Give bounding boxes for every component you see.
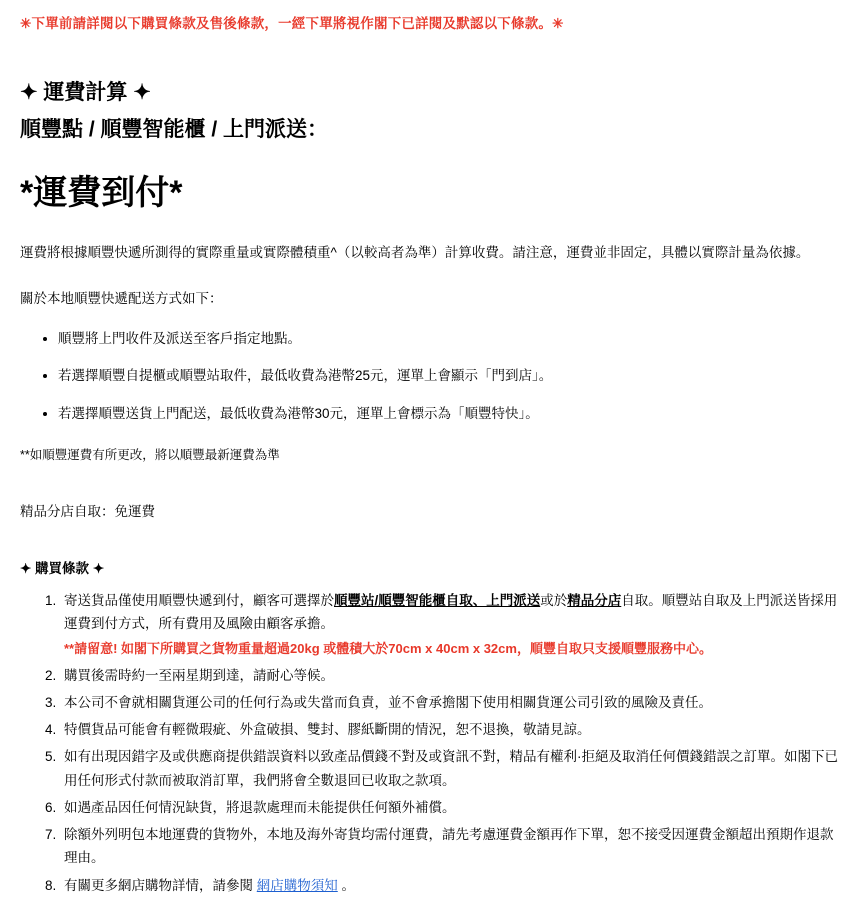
list-item: 3. 本公司不會就相關貨運公司的任何行為或失當而負責，並不會承擔閣下使用相關貨運公司引致的風險及責任。 <box>60 691 841 714</box>
terms-section-title: ✦ 購買條款 ✦ <box>20 560 105 576</box>
term-text-emphasis: 順豐站/順豐智能櫃自取、上門派送 <box>334 593 541 609</box>
term-warning-text: **請留意! 如閣下所購買之貨物重量超過20kg 或體積大於70cm x 40cm x 32cm，順豐自取只支援順豐服務中心。 <box>64 640 712 656</box>
shipping-bullet-list <box>20 327 841 426</box>
local-delivery-intro: 關於本地順豐快遞配送方式如下： <box>20 290 223 306</box>
top-notice: ✳下單前請詳閱以下購買條款及售後條款，一經下單將視作閣下已詳閱及默認以下條款。✳ <box>20 16 564 31</box>
shipping-fee-headline: *運費到付* <box>20 174 183 213</box>
list-item <box>60 589 841 660</box>
branch-pickup-note: 精品分店自取：免運費 <box>20 503 155 519</box>
list-item: 5. 如有出現因錯字及或供應商提供錯誤資料以致產品價錢不對及或資訊不對，精品有權利·拒絕及取消任何價錢錯誤之訂單。如閣下已用任何形式付款而被取消訂單，我們將會全數退回已收取之款項。 <box>60 745 841 791</box>
term-text-part: 或於 <box>540 593 568 609</box>
term-text-part: 寄送貨品僅使用順豐快遞到付，顧客可選擇於 <box>64 593 334 609</box>
list-item: • 若選擇順豐送貨上門配送，最低收費為港幣30元，運單上會標示為「順豐特快」。 <box>58 402 841 426</box>
list-item: • 若選擇順豐自提櫃或順豐站取件，最低收費為港幣25元，運單上會顯示「門到店」。 <box>58 364 841 388</box>
list-item: 7. 除額外列明包本地運費的貨物外，本地及海外寄貨均需付運費，請先考慮運費金額再作下單，恕不接受因運費金額超出預期作退款理由。 <box>60 823 841 869</box>
list-item: 6. 如遇產品因任何情況缺貨，將退款處理而未能提供任何額外補償。 <box>60 796 841 819</box>
list-item: 4. 特價貨品可能會有輕微瑕疵、外盒破損、雙封、膠紙斷開的情況，恕不退換，敬請見諒。 <box>60 718 841 741</box>
shipping-section-title: ✦ 運費計算 ✦ <box>20 81 151 105</box>
shipping-methods-line: 順豐點 / 順豐智能櫃 / 上門派送： <box>20 117 329 141</box>
list-item <box>60 874 841 897</box>
shipping-fee-change-note: **如順豐運費有所更改，將以順豐最新運費為準 <box>20 448 280 463</box>
shipping-intro-text: 運費將根據順豐快遞所測得的實際重量或實際體積重^（以較高者為準）計算收費。請注意，運費並非固定，具體以實際計量為依據。 <box>20 245 810 261</box>
term-text-part: 自取。順豐站自取及上門派送皆採用運費到付方式，所有費用及風險由顧客承擔。 <box>64 593 838 632</box>
list-item: 2. 購買後需時約一至兩星期到達，請耐心等候。 <box>60 664 841 687</box>
terms-list <box>20 589 841 897</box>
list-item: • 順豐將上門收件及派送至客戶指定地點。 <box>58 327 841 351</box>
term-text-part: 。 <box>337 877 356 893</box>
term-text-part: 有關更多網店購物詳情，請參閱 <box>64 877 257 893</box>
spacer <box>20 34 841 78</box>
term-text-emphasis: 精品分店 <box>567 593 622 609</box>
shopping-guide-link[interactable]: 網店購物須知 <box>256 877 338 893</box>
